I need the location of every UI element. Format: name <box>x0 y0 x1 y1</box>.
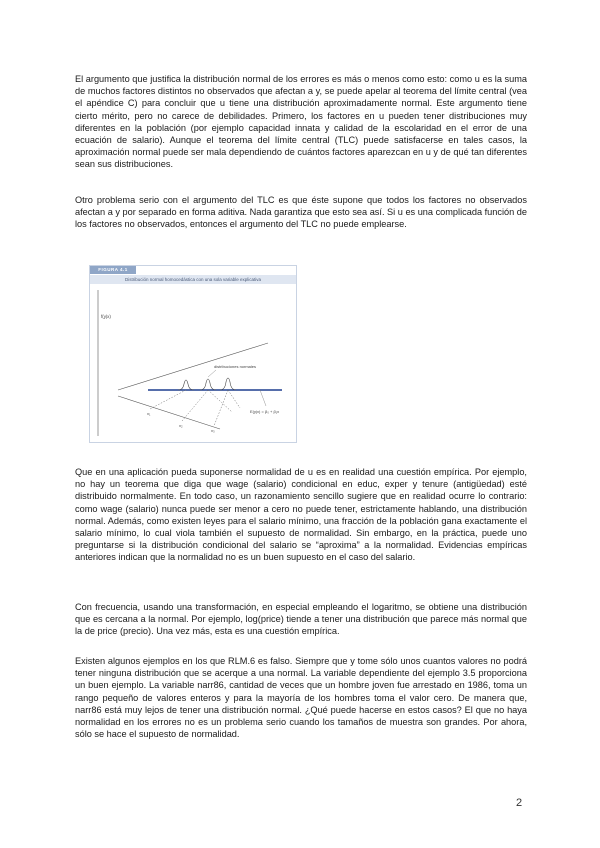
x-tick-2: x₂ <box>179 423 183 428</box>
normal-curve-1 <box>178 380 194 390</box>
x-tick-1: x₁ <box>147 411 151 416</box>
normal-curve-3 <box>220 378 236 390</box>
figure-title: Distribución normal homocedástica con una sola variable explicativa <box>90 275 296 284</box>
projection-x3 <box>214 390 228 426</box>
line-label-leader <box>260 390 266 406</box>
projection-x2 <box>182 390 208 421</box>
paragraph-clt-argument: El argumento que justifica la distribución normal de los errores es más o menos como esto: como u es la suma de muchos factores distintos no observados que afectan a y, se puede apelar al teorema del límite central (vea el apéndice C) para concluir que u tiene una distribución aproximadamente normal. Este argumento tiene cierto mérito, pero no carece de debilidades. Primero, los factores en u pueden tener distribuciones muy diferentes en la población (por ejemplo capacidad innata y calidad de la escolaridad en el error de una ecuación de salario). Aunque el teorema del límite central (TLC) puede satisfacerse en tales casos, la aproximación normal puede ser mala dependiendo de cuántos factores aparezcan en u y de qué tan diferentes sean sus distribuciones. <box>75 74 527 170</box>
curve-label: distribuciones normales <box>214 364 257 369</box>
projection-mid <box>208 390 232 412</box>
page-number: 2 <box>516 797 523 809</box>
y-axis-label: f(y|x) <box>101 314 111 319</box>
normal-curve-2 <box>200 379 216 390</box>
paragraph-log-transformation: Con frecuencia, usando una transformación, en especial empleando el logaritmo, se obtiene una distribución que es cercana a la normal. Por ejemplo, log(price) tiende a tener una distribución que parece más normal que la de price (precio). Una vez más, esta es una cuestión empírica. <box>75 602 527 637</box>
paragraph-empirical-question: Que en una aplicación pueda suponerse normalidad de u es en realidad una cuestión empírica. Por ejemplo, no hay un teorema que diga que wage (salario) condicional en educ, exper y tenure (antigüedad) esté distribuido normalmente. En todo caso, un razonamiento sencillo sugiere que en realidad ocurre lo contrario: como wage (salario) nunca puede ser menor a cero no puede tener, estrictamente hablando, una distribución normal. Además, como existen leyes para el salario mínimo, una fracción de la población gana exactamente el salario mínimo, lo cual viola también el supuesto de normalidad. Sin embargo, en la práctica, puede uno preguntarse si la distribución condicional del salario se “aproxima” a la normalidad. Evidencias empíricas anteriores indican que la normalidad no es un buen supuesto en el caso del salario. <box>75 467 527 563</box>
figure-graph <box>90 266 296 442</box>
paragraph-additive-factors: Otro problema serio con el argumento del TLC es que éste supone que todos los factores no observados afectan a y por separado en forma aditiva. Nada garantiza que esto sea así. Si u es una complicada función de los factores no observados, entonces el argumento del TLC no puede emplearse. <box>75 195 527 230</box>
projection-x1 <box>150 390 186 409</box>
x-tick-3: x₃ <box>211 428 215 433</box>
x-axis-depth <box>118 396 220 429</box>
projection-right <box>228 390 240 408</box>
regression-line-label: E(y|x) = β₀ + β₁x <box>250 409 280 414</box>
paragraph-rlm6-false: Existen algunos ejemplos en los que RLM.6 es falso. Siempre que y tome sólo unos cuantos valores no podrá tener ninguna distribución que se acerque a una normal. La variable dependiente del ejemplo 3.5 proporciona un buen ejemplo. La variable narr86, cantidad de veces que un hombre joven fue arrestado en 1986, toma un rango pequeño de valores enteros y para la mayoría de los hombres toma el valor cero. De manera que, narr86 está muy lejos de tener una distribución normal. ¿Qué puede hacerse en estos casos? El que no haya normalidad en los errores no es un problema serio cuando los tamaños de muestra son grandes. Por ahora, sólo se hace el supuesto de normalidad. <box>75 656 527 740</box>
figure-tab-label: FIGURA 4.1 <box>90 266 136 274</box>
figure-homoskedastic-normal <box>89 265 297 443</box>
curve-label-leader <box>208 370 216 377</box>
